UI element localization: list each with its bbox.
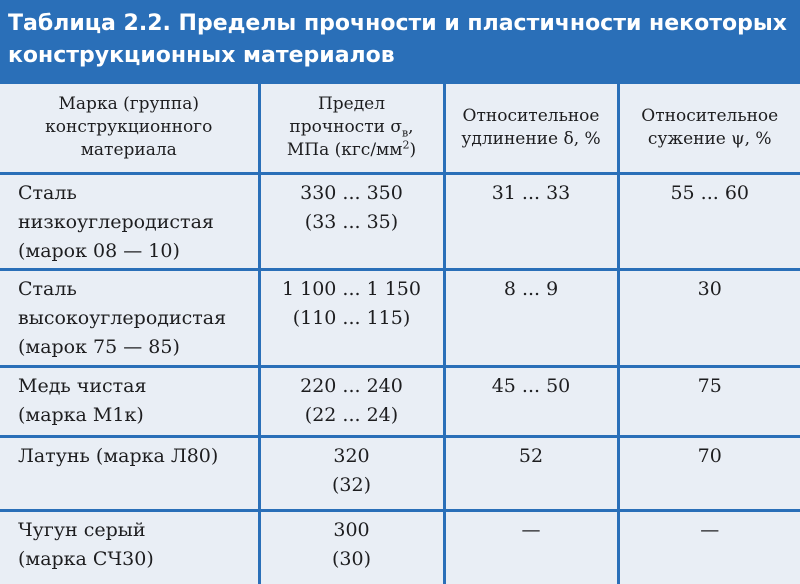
header-strength-line: прочности $\sigma_в$, (289, 117, 414, 140)
contraction-cell: 75 (618, 366, 800, 436)
elongation-cell: 8 ... 9 (444, 269, 618, 366)
strength-cell: 320 (32) (259, 436, 444, 510)
strength-cell: 220 ... 240 (22 ... 24) (259, 366, 444, 436)
header-strength-line: МПа $(кгс/мм^2)$ (286, 138, 417, 161)
header-material (0, 84, 259, 173)
contraction-cell: 55 ... 60 (618, 173, 800, 269)
header-elongation-line: Относительное (462, 105, 600, 126)
elongation-cell: — (444, 510, 618, 584)
material-cell: Сталь низкоуглеродистая (марок 08 — 10) (0, 173, 259, 269)
elongation-cell: 52 (444, 436, 618, 510)
header-contraction-line: сужение ψ, % (647, 128, 772, 149)
table-row (0, 269, 800, 366)
materials-table (0, 84, 800, 584)
header-material-line: материала (80, 140, 177, 161)
header-row (0, 84, 800, 173)
contraction-cell: — (618, 510, 800, 584)
header-elongation-line: удлинение δ, % (461, 128, 601, 149)
material-cell: Чугун серый (марка СЧ30) (18, 518, 154, 570)
table-title-line-1: Таблица 2.2. Пределы прочности и пластичности некоторых (8, 11, 787, 36)
strength-cell: 330 ... 350 (33 ... 35) (259, 173, 444, 269)
table-row (0, 173, 800, 269)
material-cell: Сталь высокоуглеродистая (марок 75 — 85) (0, 269, 259, 366)
header-elongation (444, 84, 618, 173)
header-contraction (618, 84, 800, 173)
contraction-cell: 70 (618, 436, 800, 510)
header-material-line: Марка (группа) (58, 94, 199, 115)
table-row (0, 366, 800, 436)
contraction-cell: 30 (618, 269, 800, 366)
table-title-line-2: конструкционных материалов (8, 43, 395, 68)
strength-cell: 300 (30) (259, 510, 444, 584)
material-cell: Медь чистая (марка М1к) (0, 366, 259, 436)
header-strength (259, 84, 444, 173)
elongation-cell: 45 ... 50 (444, 366, 618, 436)
table-row (0, 436, 800, 510)
strength-cell: 1 100 ... 1 150 (110 ... 115) (259, 269, 444, 366)
header-material-line: конструкционного (45, 117, 213, 138)
table-title-bar (0, 0, 800, 84)
header-contraction-line: Относительное (641, 105, 779, 126)
table-row (0, 510, 800, 584)
header-strength-line: Предел (317, 94, 386, 115)
elongation-cell: 31 ... 33 (444, 173, 618, 269)
material-cell: Латунь (марка Л80) (0, 436, 259, 510)
